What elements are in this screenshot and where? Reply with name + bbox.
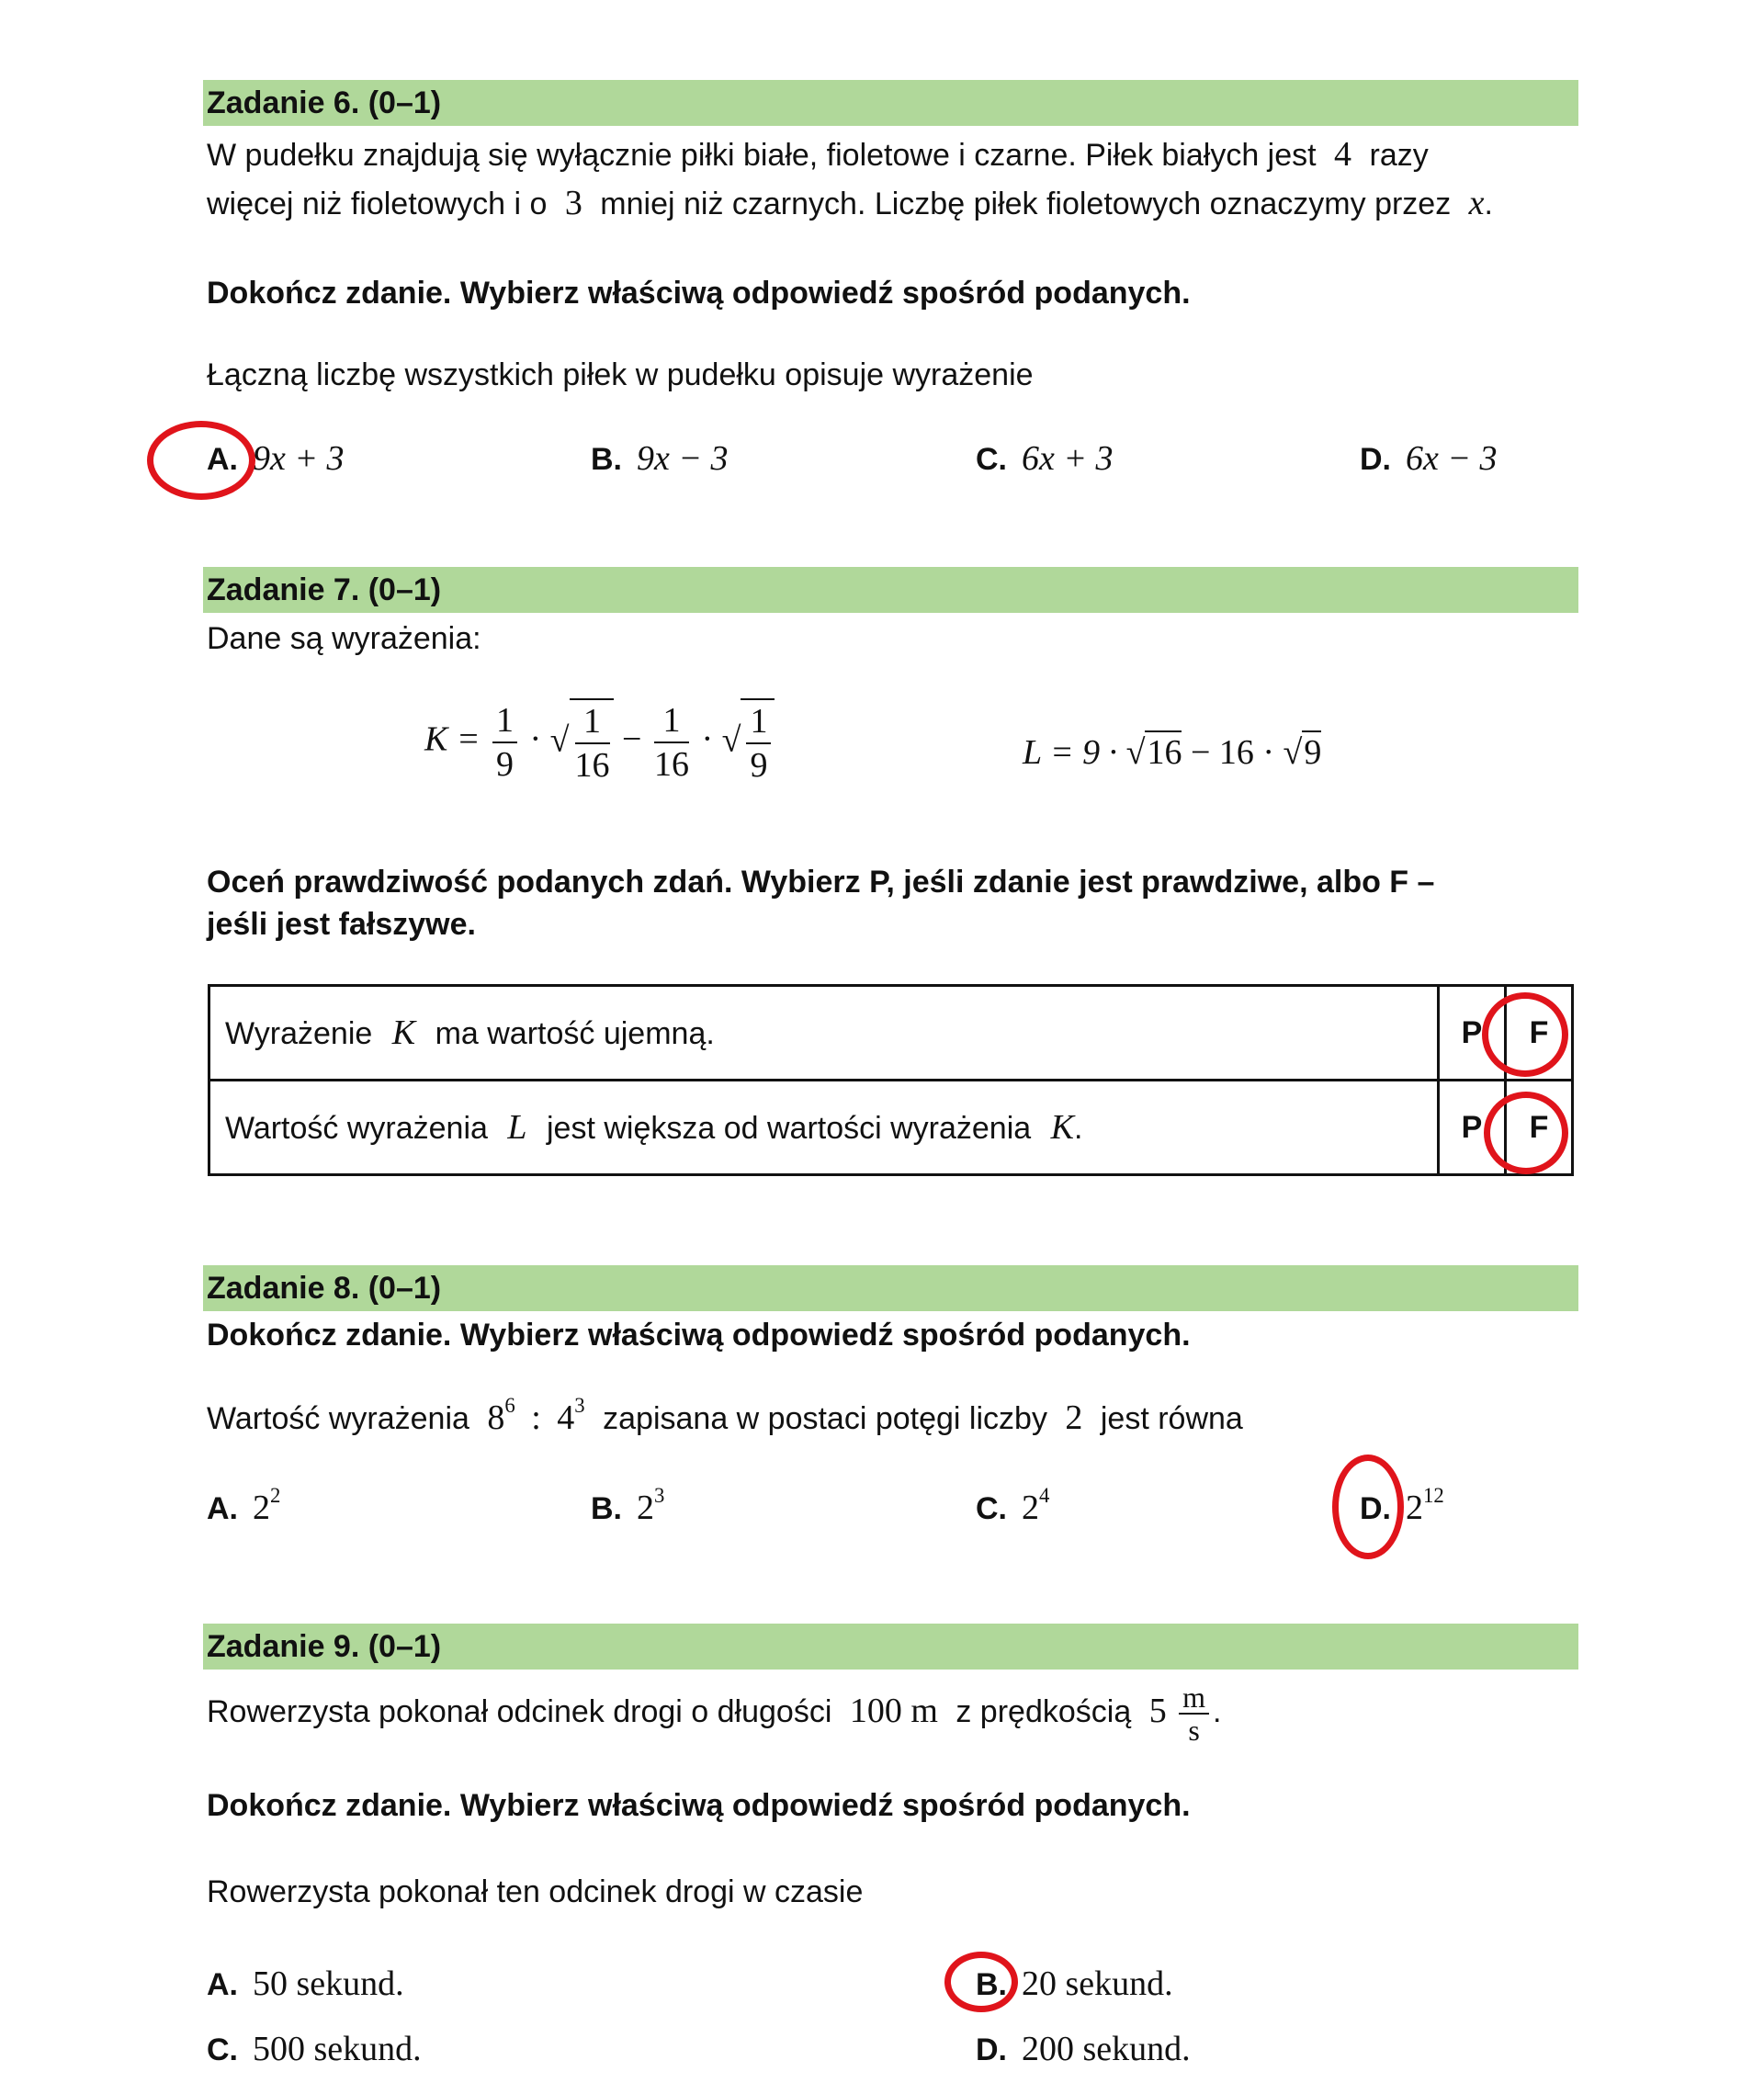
answer-circle-task-7-row-1 xyxy=(1482,992,1568,1077)
task-6-stem: Łączną liczbę wszystkich piłek w pudełku opisuje wyrażenie xyxy=(207,357,1034,392)
option-p-row-2[interactable]: P xyxy=(1439,1081,1506,1175)
task-9-option-c[interactable]: C. 500 sekund. xyxy=(207,2030,422,2068)
table-row xyxy=(209,986,1573,1081)
option-p-row-1[interactable]: P xyxy=(1439,986,1506,1081)
task-6-paragraph-line-1: W pudełku znajdują się wyłącznie piłki białe, fioletowe i czarne. Piłek białych jest 4 razy xyxy=(207,135,1429,174)
task-7-instruction-line-1: Oceń prawdziwość podanych zdań. Wybierz P, jeśli zdanie jest prawdziwe, albo F – xyxy=(207,865,1435,900)
table-row xyxy=(209,1081,1573,1175)
task-9-option-b[interactable]: B. 20 sekund. xyxy=(976,1964,1173,2003)
true-false-table xyxy=(208,984,1574,1176)
task-8-instruction: Dokończ zdanie. Wybierz właściwą odpowiedź spośród podanych. xyxy=(207,1318,1191,1353)
task-6-paragraph-line-2: więcej niż fioletowych i o 3 mniej niż czarnych. Liczbę piłek fioletowych oznaczymy przez x. xyxy=(207,184,1493,222)
answer-circle-task-8 xyxy=(1332,1455,1404,1559)
task-8-option-a[interactable]: A. $2^2$ xyxy=(207,1483,281,1527)
task-7-intro: Dane są wyrażenia: xyxy=(207,621,481,656)
task-7-instruction-line-2: jeśli jest fałszywe. xyxy=(207,907,476,942)
statement-cell: Wyrażenie K ma wartość ujemną. xyxy=(209,986,1439,1081)
answer-circle-task-6 xyxy=(147,421,255,500)
task-7-header: Zadanie 7. (0–1) xyxy=(203,567,1578,613)
option-f-row-2[interactable]: F xyxy=(1506,1081,1573,1175)
task-6-option-b[interactable]: B. 9x − 3 xyxy=(591,439,729,478)
task-9-stem: Rowerzysta pokonał odcinek drogi o długości 100 m z prędkością 5 $\frac{m}{s}$ . xyxy=(207,1681,1222,1747)
task-6-instruction: Dokończ zdanie. Wybierz właściwą odpowiedź spośród podanych. xyxy=(207,276,1191,311)
task-9-header: Zadanie 9. (0–1) xyxy=(203,1624,1578,1670)
task-9-option-a[interactable]: A. 50 sekund. xyxy=(207,1964,404,2003)
formula-l: L = 9 · √16 − 16 · √9 xyxy=(1023,730,1321,773)
answer-circle-task-9 xyxy=(944,1952,1018,2012)
option-f-row-1[interactable]: F xyxy=(1506,986,1573,1081)
task-9-stem-2: Rowerzysta pokonał ten odcinek drogi w czasie xyxy=(207,1874,864,1909)
task-6-option-d[interactable]: D. 6x − 3 xyxy=(1360,439,1498,478)
task-8-option-d[interactable]: D. $2^{12}$ xyxy=(1360,1483,1444,1527)
task-8-stem: Wartość wyrażenia $8^6$ : $4^3$ zapisana w postaci potęgi liczby 2 jest równa xyxy=(207,1393,1243,1437)
task-6-option-a[interactable]: A. 9x + 3 xyxy=(207,439,345,478)
task-8-header: Zadanie 8. (0–1) xyxy=(203,1265,1578,1311)
task-8-option-b[interactable]: B. $2^3$ xyxy=(591,1483,665,1527)
formula-k: K = $\frac{1}{9}$ · √ $\frac{1}{16}$ − $\frac{1}{16}$ · √ $\frac{1}{9}$ xyxy=(424,698,775,787)
task-8-option-c[interactable]: C. $2^4$ xyxy=(976,1483,1050,1527)
statement-cell: Wartość wyrażenia L jest większa od wartości wyrażenia K. xyxy=(209,1081,1439,1175)
task-9-option-d[interactable]: D. 200 sekund. xyxy=(976,2030,1191,2068)
task-6-option-c[interactable]: C. 6x + 3 xyxy=(976,439,1114,478)
task-9-instruction: Dokończ zdanie. Wybierz właściwą odpowiedź spośród podanych. xyxy=(207,1788,1191,1823)
task-6-header: Zadanie 6. (0–1) xyxy=(203,80,1578,126)
answer-circle-task-7-row-2 xyxy=(1484,1092,1568,1174)
